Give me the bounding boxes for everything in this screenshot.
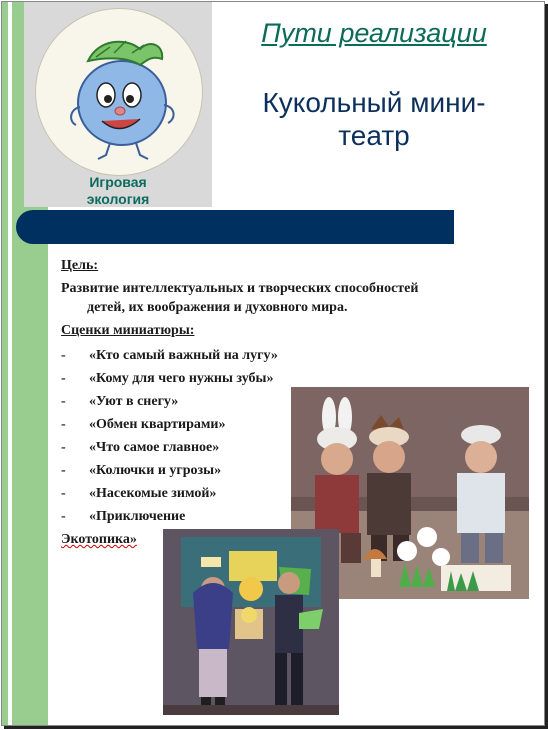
- bullet: -: [61, 486, 66, 501]
- slide: [1, 1, 545, 726]
- goal-heading: Цель:: [61, 258, 99, 273]
- left-white-stripe: [8, 2, 12, 725]
- logo-caption-line-2: экология: [86, 191, 150, 207]
- scene-title-continuation: Экотопика»: [61, 532, 137, 547]
- list-item: [61, 348, 278, 364]
- scene-title: «Что самое главное»: [89, 440, 220, 455]
- scene-title: «Колючки и угрозы»: [89, 463, 222, 478]
- list-item: [61, 394, 178, 410]
- bullet: -: [61, 394, 66, 409]
- list-item: [61, 463, 221, 479]
- bullet: -: [61, 417, 66, 432]
- bullet: -: [61, 463, 66, 478]
- list-item: [61, 486, 216, 502]
- bullet: -: [61, 371, 66, 386]
- list-item: [61, 509, 185, 525]
- scenes-heading: Сценки миниатюры:: [61, 323, 195, 338]
- scene-title: «Насекомые зимой»: [89, 486, 217, 501]
- photo-children-with-puppets: [163, 529, 339, 715]
- scene-title: «Обмен квартирами»: [89, 417, 226, 432]
- slide-title-line-1: Кукольный мини-: [262, 87, 486, 118]
- goal-line-1: Развитие интеллектуальных и творческих способностей: [61, 281, 419, 296]
- logo-panel: [24, 2, 212, 207]
- goal-text: [61, 279, 491, 317]
- photo-children-puppets-image: [163, 529, 339, 715]
- bullet: -: [61, 509, 66, 524]
- navy-divider-band: [16, 210, 454, 244]
- goal-line-2: детей, их воображения и духовного мира.: [87, 300, 348, 315]
- logo-caption: [24, 174, 212, 208]
- scene-title: «Кому для чего нужны зубы»: [89, 371, 274, 386]
- logo-caption-line-1: Игровая: [89, 174, 147, 190]
- list-item: [61, 440, 219, 456]
- scene-title: «Кто самый важный на лугу»: [89, 348, 278, 363]
- list-item: [61, 417, 226, 433]
- smiling-globe-icon: [36, 9, 202, 175]
- slide-title: [216, 86, 532, 152]
- slide-title-line-2: театр: [338, 120, 410, 151]
- bullet: -: [61, 348, 66, 363]
- slide-subtitle: Пути реализации: [261, 18, 487, 48]
- bullet: -: [61, 440, 66, 455]
- list-item: [61, 371, 273, 387]
- scene-title: «Уют в снегу»: [89, 394, 179, 409]
- scene-title: «Приключение: [89, 509, 186, 524]
- logo-circle: [35, 8, 203, 176]
